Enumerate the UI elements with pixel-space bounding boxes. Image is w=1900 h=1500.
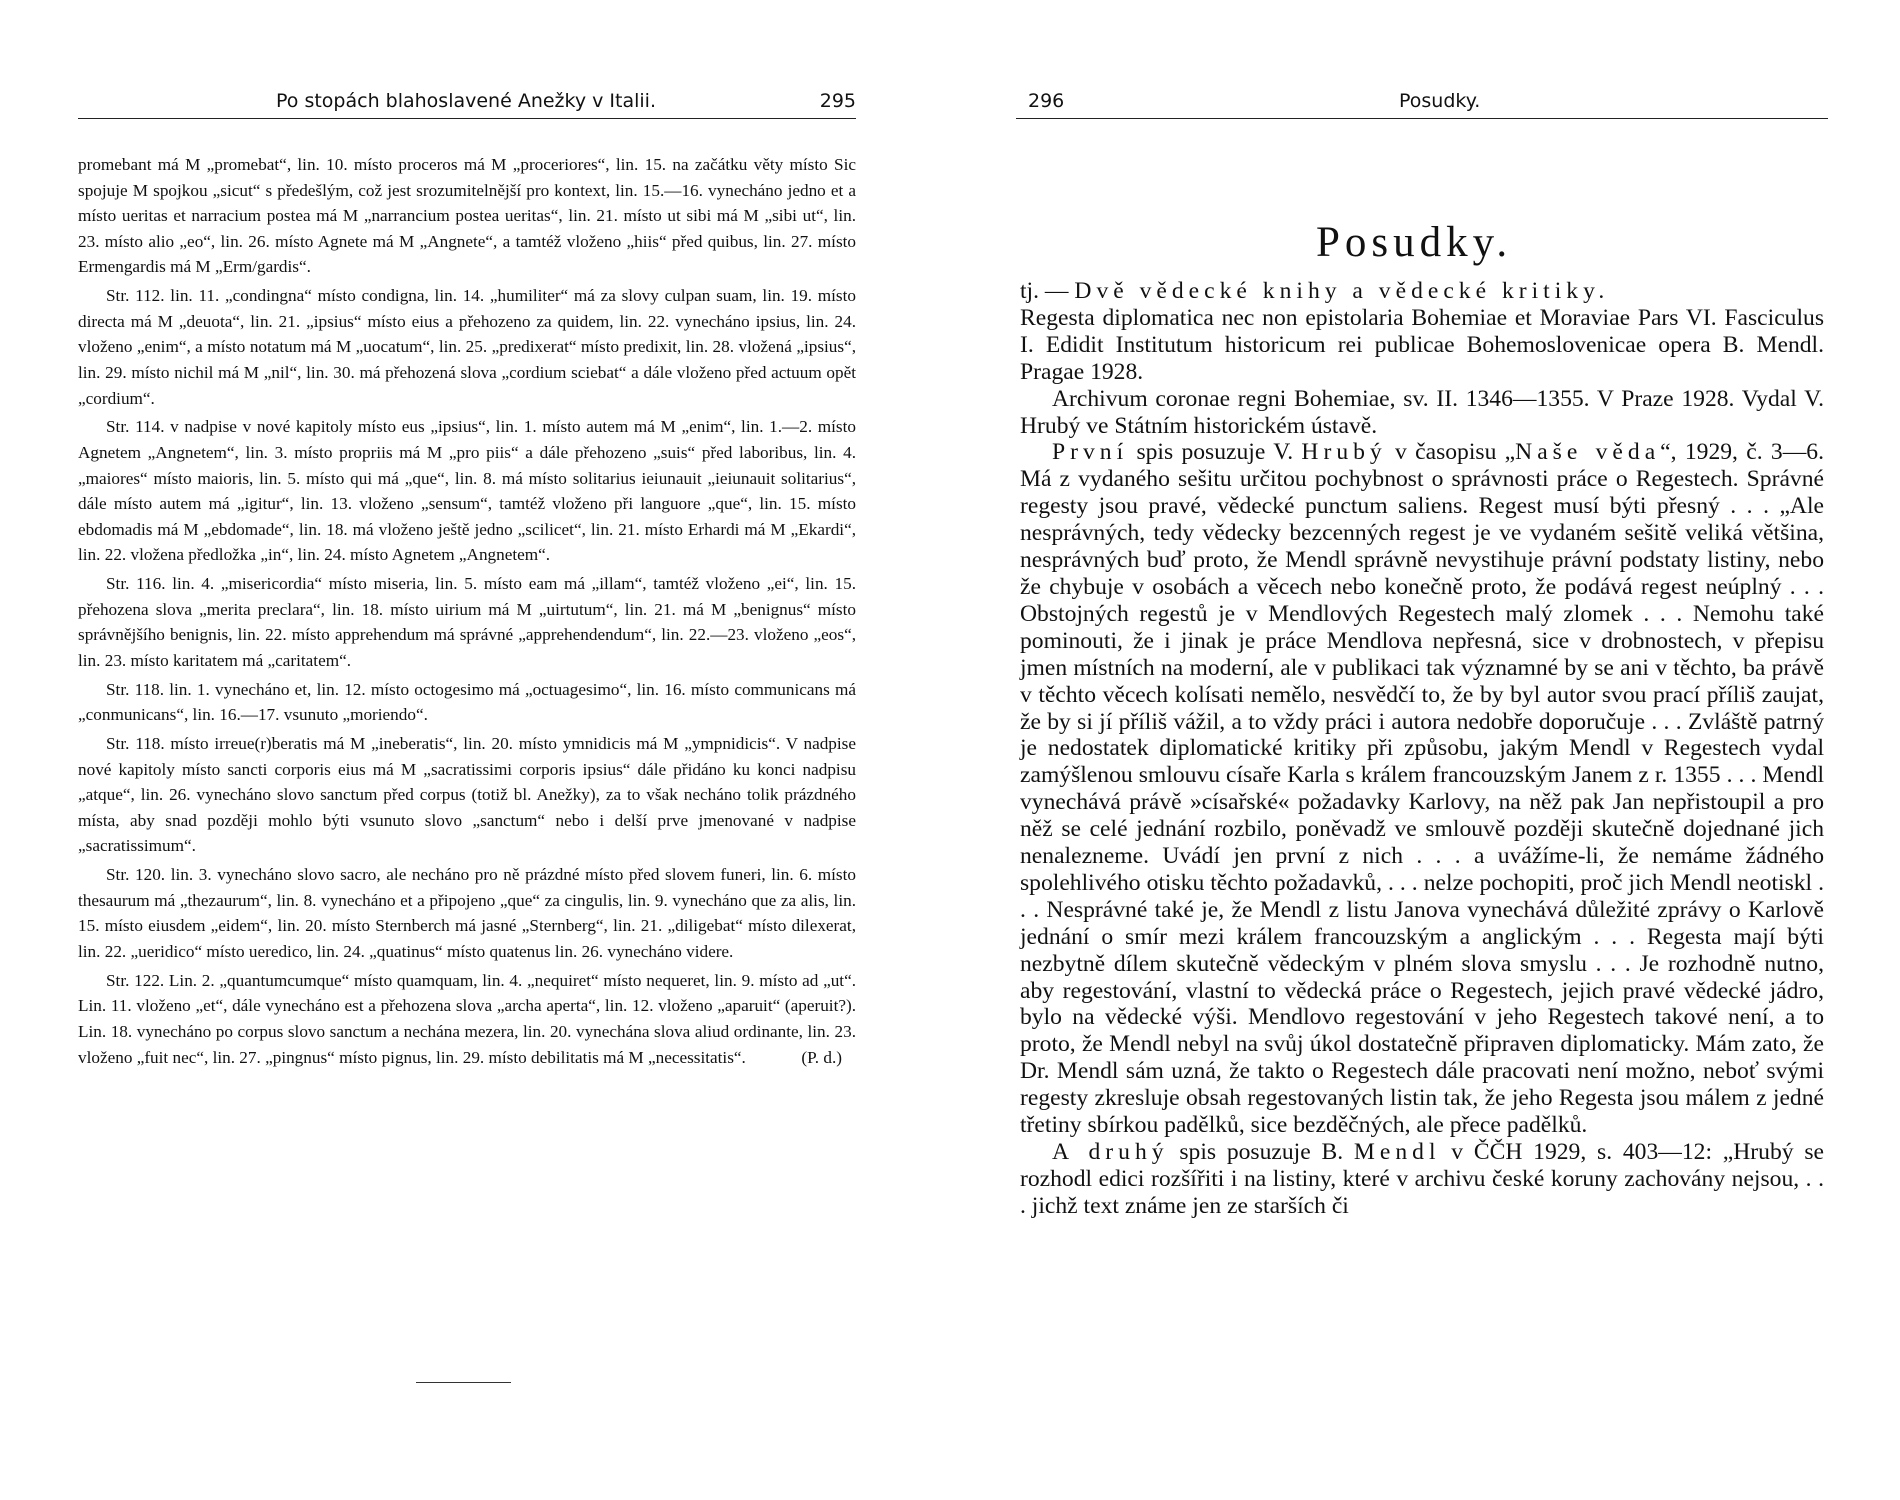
left-running-head <box>78 86 856 119</box>
right-body-text <box>1020 278 1824 1220</box>
review-hruby <box>1020 439 1824 1139</box>
lead-line <box>1020 278 1824 305</box>
lead-prefix: tj. — <box>1020 278 1075 304</box>
text-run: v časopisu „ <box>1386 439 1516 466</box>
right-running-head <box>1016 86 1828 119</box>
text-run: spis posuzuje V. <box>1128 439 1302 466</box>
paragraph: Str. 118. místo irreue(r)beratis má M „ineberatis“, lin. 20. místo ymnidicis má M „ympnidicis“. V nadpise nové kapitoly místo sancti corporis eius má M „sacratissimi corporis ipsius“ dále přidáno ku konci nadpisu „atque“, lin. 26. vynecháno slovo sanctum před corpus (totiž bl. Anežky), za to však necháno tolik prázdného místa, aby snad později mohlo býti vsunuto slovo „sanctum“ nebo i delší prve jmenované v nadpise „sacratissimum“. <box>78 734 856 856</box>
paragraph-text: Str. 122. Lin. 2. „quantumcumque“ místo quamquam, lin. 4. „nequiret“ místo nequeret, lin. 9. místo ad „ut“. Lin. 11. vloženo „et“, dále vynecháno est a přehozena slova „archa aperta“, lin. 12. vloženo „aparuit“ (aperuit?). Lin. 18. vynecháno po corpus slovo sanctum a nechána mezera, lin. 20. vynechána slova aliud ordinante, lin. 23. vloženo „fuit nec“, lin. 27. „pingnus“ místo pignus, lin. 29. místo debilitatis má M „necessitatis“. <box>78 970 856 1067</box>
spaced-word: Naše věda <box>1515 439 1661 466</box>
continued-note: (P. d.) <box>801 1047 842 1067</box>
paragraph: Str. 120. lin. 3. vynecháno slovo sacro, ale necháno pro ně prázdné místo před slovem funeri, lin. 6. místo thesaurum má „thezaurum“, lin. 8. vynecháno et a připojeno „que“ za cingulis, lin. 9. vynecháno que za alis, lin. 15. místo eiusdem „eidem“, lin. 20. místo Sternberch má jasné „Sternberg“, lin. 21. „diligebat“ místo dilexerat, lin. 22. „ueridico“ místo ueredico, lin. 24. „quatinus“ místo quatenus lin. 26. vynecháno videre. <box>78 865 856 961</box>
review-mendl <box>1020 1139 1824 1220</box>
spaced-word: Mendl <box>1353 1139 1441 1165</box>
section-end-rule <box>416 1382 511 1383</box>
paragraph: Str. 112. lin. 11. „condingna“ místo condigna, lin. 14. „humiliter“ má za slovy culpan suam, lin. 19. místo directa má M „deuota“, lin. 21. „ipsius“ místo eius a přehozeno za quidem, lin. 22. vynecháno ipsius, lin. 24. vloženo „enim“, a místo notatum má M „uocatum“, lin. 25. „predixerat“ místo predixit, lin. 28. vložená „ipsius“, lin. 29. místo nichil má M „nil“, lin. 30. má přehozená slova „cordium sciebat“ a dále vloženo před actuum opět „cordium“. <box>78 286 856 408</box>
right-head-title: Posudky. <box>1399 90 1481 112</box>
spaced-word: Hrubý <box>1301 439 1387 466</box>
text-run: spis posuzuje B. <box>1168 1139 1354 1165</box>
text-run: v ČČH 1929, s. 403—12: „Hrubý se rozhodl edici rozšířiti i na listiny, které v archivu české koruny zachovány nejsou, . . . jichž text známe jen ze starších či <box>1020 1139 1824 1219</box>
left-head-title: Po stopách blahoslavené Anežky v Italii. <box>276 90 656 112</box>
section-title: Posudky. <box>1316 219 1513 266</box>
paragraph: Str. 116. lin. 4. „misericordia“ místo miseria, lin. 5. místo eam má „illam“, tamtéž vloženo „ei“, lin. 15. přehozena slova „merita preclara“, lin. 18. místo uirium má M „uirtutum“, lin. 21. má M „benignus“ místo správnějšího benignis, lin. 22. místo apprehendum má správné „apprehendendum“, lin. 22.—23. vloženo „eos“, lin. 23. místo karitatem má „caritatem“. <box>78 574 856 670</box>
left-page <box>78 0 856 1500</box>
paragraph-last <box>78 968 856 1070</box>
lead-spaced-title: Dvě vědecké knihy a vědecké kritiky. <box>1074 278 1610 304</box>
paragraph: Str. 118. lin. 1. vynecháno et, lin. 12. místo octogesimo má „octuagesimo“, lin. 16. místo communicans má „conmunicans“, lin. 16.—17. vsunuto „moriendo“. <box>78 679 856 725</box>
right-page <box>1016 0 1828 1500</box>
citation-archivum: Archivum coronae regni Bohemiae, sv. II. 1346—1355. V Praze 1928. Vydal V. Hrubý ve Státním historickém ústavě. <box>1020 385 1824 439</box>
left-body-text <box>78 152 856 1073</box>
citation-regesta: Regesta diplomatica nec non epistolaria Bohemiae et Moraviae Pars VI. Fasciculus I. Edidit Institutum historicum rei publicae Bohemoslovenicae opera B. Mendl. Pragae 1928. <box>1020 304 1824 385</box>
left-page-number: 295 <box>819 90 856 112</box>
paragraph: Str. 114. v nadpise v nové kapitoly místo eus „ipsius“, lin. 1. místo autem má M „enim“, lin. 1.—2. místo Agnetem „Angnetem“, lin. 3. místo propriis má M „pro piis“ a dále přehozeno „suis“ před laboribus, lin. 4. „maiores“ místo maioris, lin. 5. místo qui má „que“, lin. 8. má místo solitarius ieiunauit „ieiunauit solitarius“, dále místo autem má „igitur“, lin. 13. vloženo „sensum“, tamtéž vloženo při languore „que“, lin. 15. místo ebdomadis má M „ebdomade“, lin. 18. má vloženo ještě jedno „scilicet“, lin. 21. místo Erhardi má M „Ekardi“, lin. 22. vložena předložka „in“, lin. 24. místo Agnetem „Angnetem“. <box>78 417 856 565</box>
spaced-word: A druhý <box>1052 1139 1169 1165</box>
spaced-word: První <box>1052 439 1129 466</box>
right-page-number: 296 <box>1028 90 1065 112</box>
paragraph: promebant má M „promebat“, lin. 10. místo proceros má M „proceriores“, lin. 15. na začátku věty místo Sic spojuje M spojkou „sicut“ s předešlým, což jest srozumitelnější pro kontext, lin. 15.—16. vynecháno jedno et a místo ueritas et narracium postea má M „narrancium postea ueritas“, lin. 21. místo ut sibi má M „sibi ut“, lin. 23. místo alio „eo“, lin. 26. místo Agnete má M „Angnete“, a tamtéž vloženo „hiis“ před quibus, lin. 27. místo Ermengardis má M „Erm/gardis“. <box>78 155 856 277</box>
text-run: “, 1929, č. 3—6. Má z vydaného sešitu určitou pochybnost o správnosti práce o Regestech. Správné regesty jsou pravé, vědecké punctum saliens. Regest musí býti přesný . . . „Ale nesprávných, tedy vědecky bezcenných regest je ve vydaném sešitě veliká většina, nesprávných buď proto, že Mendl správně nevystihuje právní podstaty listiny, nebo že chybuje v osobách a věcech nebo konečně proto, že podává regest neúplný . . . Obstojných regestů je v Mendlových Regestech malý zlomek . . . Nemohu také pominouti, že i jinak je práce Mendlova nepřesná, sice v drobnostech, v přepisu jmen místních na moderní, ale v publikaci tak významné by se ani v těchto, ba právě v těchto věcech kolísati nemělo, nesvědčí to, že by byl autor svou prací příliš zaujat, že by si jí příliš vážil, a to vždy práci i autora nedobře doporučuje . . . Zvláště patrný je nedostatek diplomatické kritiky při způsobu, jakým Mendl v Regestech vydal zamýšlenou smlouvu císaře Karla s králem francouzským Janem z r. 1355 . . . Mendl vynechává právě »císařské« požadavky Karlovy, na něž pak Jan nepřistoupil a pro něž se celé jednání rozbilo, poněvadž ve smlouvě později skutečně dojednané jich nenalezneme. Uvádí jen první z nich . . . a uvážíme-li, že nemáme žádného spolehlivého otisku těchto požadavků, . . . nelze pochopiti, proč jich Mendl neotiskl . . . Nesprávné také je, že Mendl z listu Janova vynechává důležité zprávy o Karlově jednání o smír mezi králem francouzským a anglickým . . . Regesta mají býti nezbytně dílem skutečně vědeckým v plném slova smyslu . . . Je rozhodně nutno, aby regestování, vlastní to vědecká práce o Regestech, jejich pravé vědecké jádro, bylo na vědecké výši. Mendlovo regestování v jeho Regestech takové není, a to proto, že Mendl nebyl na svůj úkol dostatečně připraven diplomaticky. Mám zato, že Dr. Mendl sám uzná, že takto o Regestech dále pracovati není možno, neboť svými regesty zkresluje obsah regestovaných listin tak, že jeho Regesta jsou málem z jedné třetiny sbírkou padělků, sice bezděčných, ale přece padělků. <box>1020 439 1824 1139</box>
